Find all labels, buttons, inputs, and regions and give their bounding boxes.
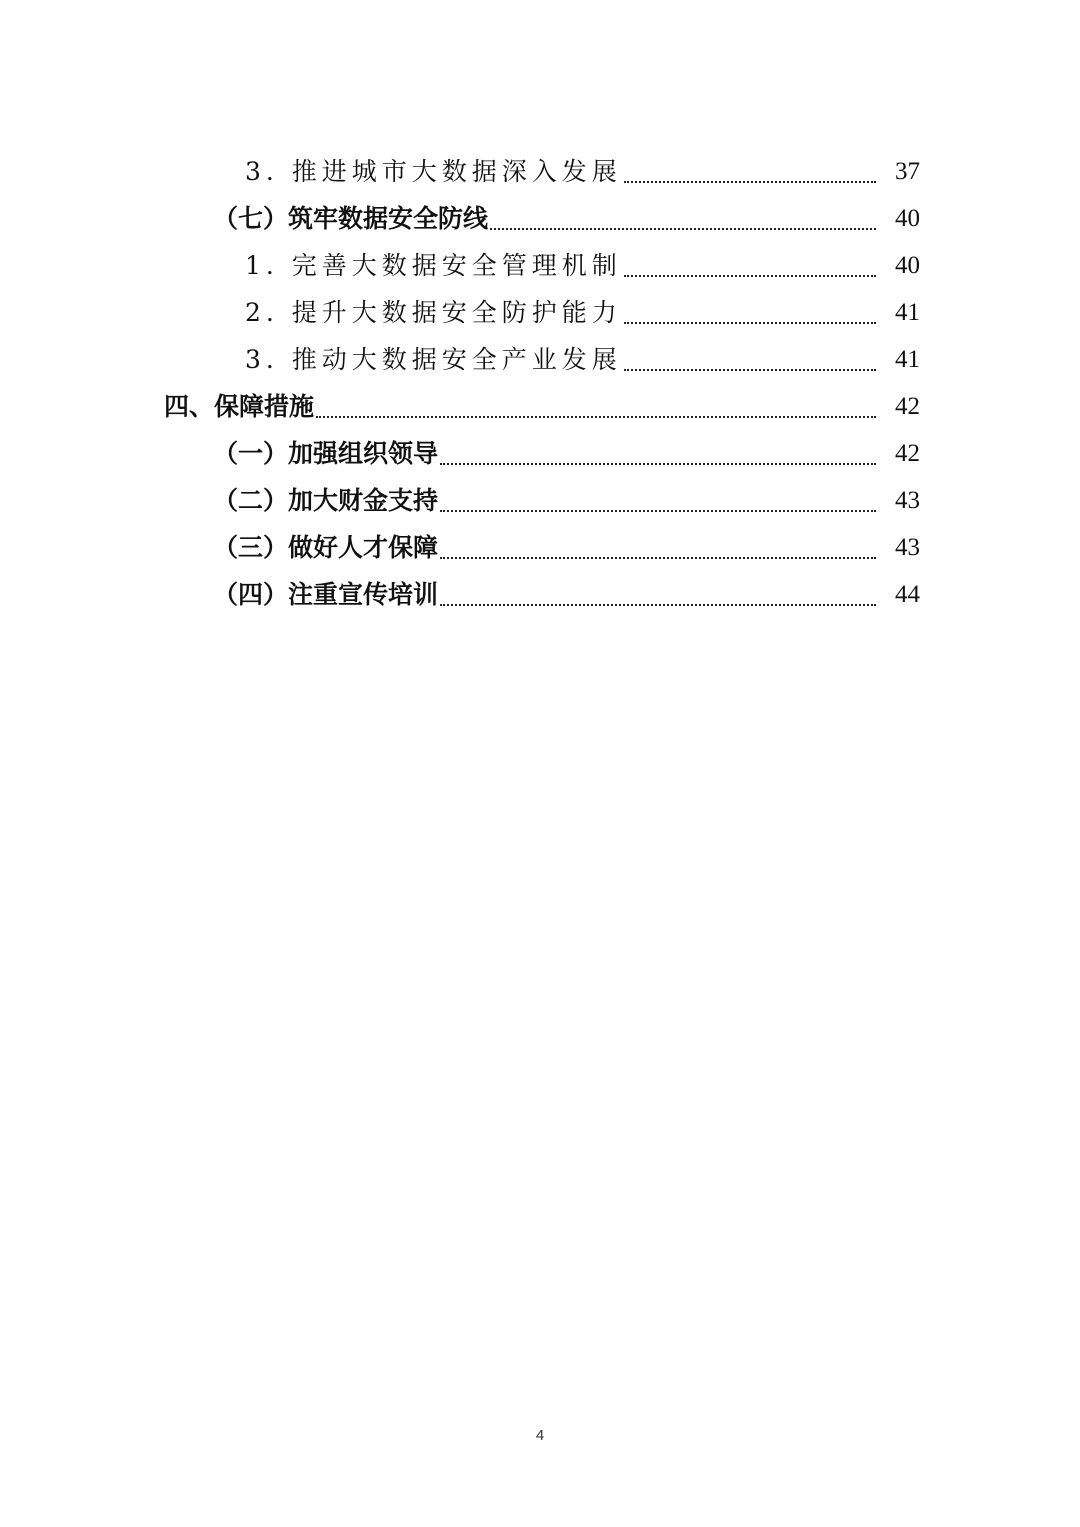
toc-dot-leader: [624, 148, 876, 195]
toc-entry-2-financial-support[interactable]: [0, 477, 1080, 524]
toc-entry-label: （四）注重宣传培训: [213, 580, 439, 609]
table-of-contents: [0, 148, 1080, 618]
toc-entry-2-security-protection[interactable]: [0, 289, 1080, 336]
toc-entry-label: （七）筑牢数据安全防线: [213, 204, 489, 233]
toc-entry-label: 四、保障措施: [164, 392, 315, 421]
toc-entry-3-security-industry[interactable]: [0, 336, 1080, 383]
toc-entry-page: 40: [895, 252, 920, 279]
toc-dot-leader: [624, 336, 876, 383]
toc-dot-leader: [624, 289, 876, 336]
toc-entry-1-leadership[interactable]: [0, 430, 1080, 477]
toc-dot-leader: [440, 571, 876, 618]
toc-entry-page: 40: [895, 205, 920, 232]
toc-entry-label: （三）做好人才保障: [213, 533, 439, 562]
toc-entry-page: 41: [895, 346, 920, 373]
toc-entry-7-data-security[interactable]: [0, 195, 1080, 242]
page-number: 4: [535, 1427, 545, 1444]
toc-entry-page: 37: [895, 158, 920, 185]
toc-dot-leader: [624, 242, 876, 289]
toc-dot-leader: [440, 430, 876, 477]
toc-entry-4-safeguards[interactable]: [0, 383, 1080, 430]
toc-entry-page: 43: [895, 487, 920, 514]
toc-entry-3-talent[interactable]: [0, 524, 1080, 571]
toc-entry-label: 3. 推进城市大数据深入发展: [245, 157, 622, 186]
toc-entry-3-city-big-data[interactable]: [0, 148, 1080, 195]
toc-entry-label: 2. 提升大数据安全防护能力: [245, 298, 622, 327]
toc-dot-leader: [440, 524, 876, 571]
toc-entry-page: 43: [895, 534, 920, 561]
toc-entry-label: 1. 完善大数据安全管理机制: [245, 251, 622, 280]
toc-entry-page: 41: [895, 299, 920, 326]
toc-entry-page: 44: [895, 581, 920, 608]
toc-entry-label: 3. 推动大数据安全产业发展: [245, 345, 622, 374]
toc-entry-1-security-mechanism[interactable]: [0, 242, 1080, 289]
toc-dot-leader: [490, 195, 876, 242]
toc-entry-page: 42: [895, 440, 920, 467]
toc-entry-4-publicity-training[interactable]: [0, 571, 1080, 618]
toc-dot-leader: [316, 383, 876, 430]
toc-entry-page: 42: [895, 393, 920, 420]
toc-dot-leader: [440, 477, 876, 524]
toc-entry-label: （二）加大财金支持: [213, 486, 439, 515]
toc-entry-label: （一）加强组织领导: [213, 439, 439, 468]
